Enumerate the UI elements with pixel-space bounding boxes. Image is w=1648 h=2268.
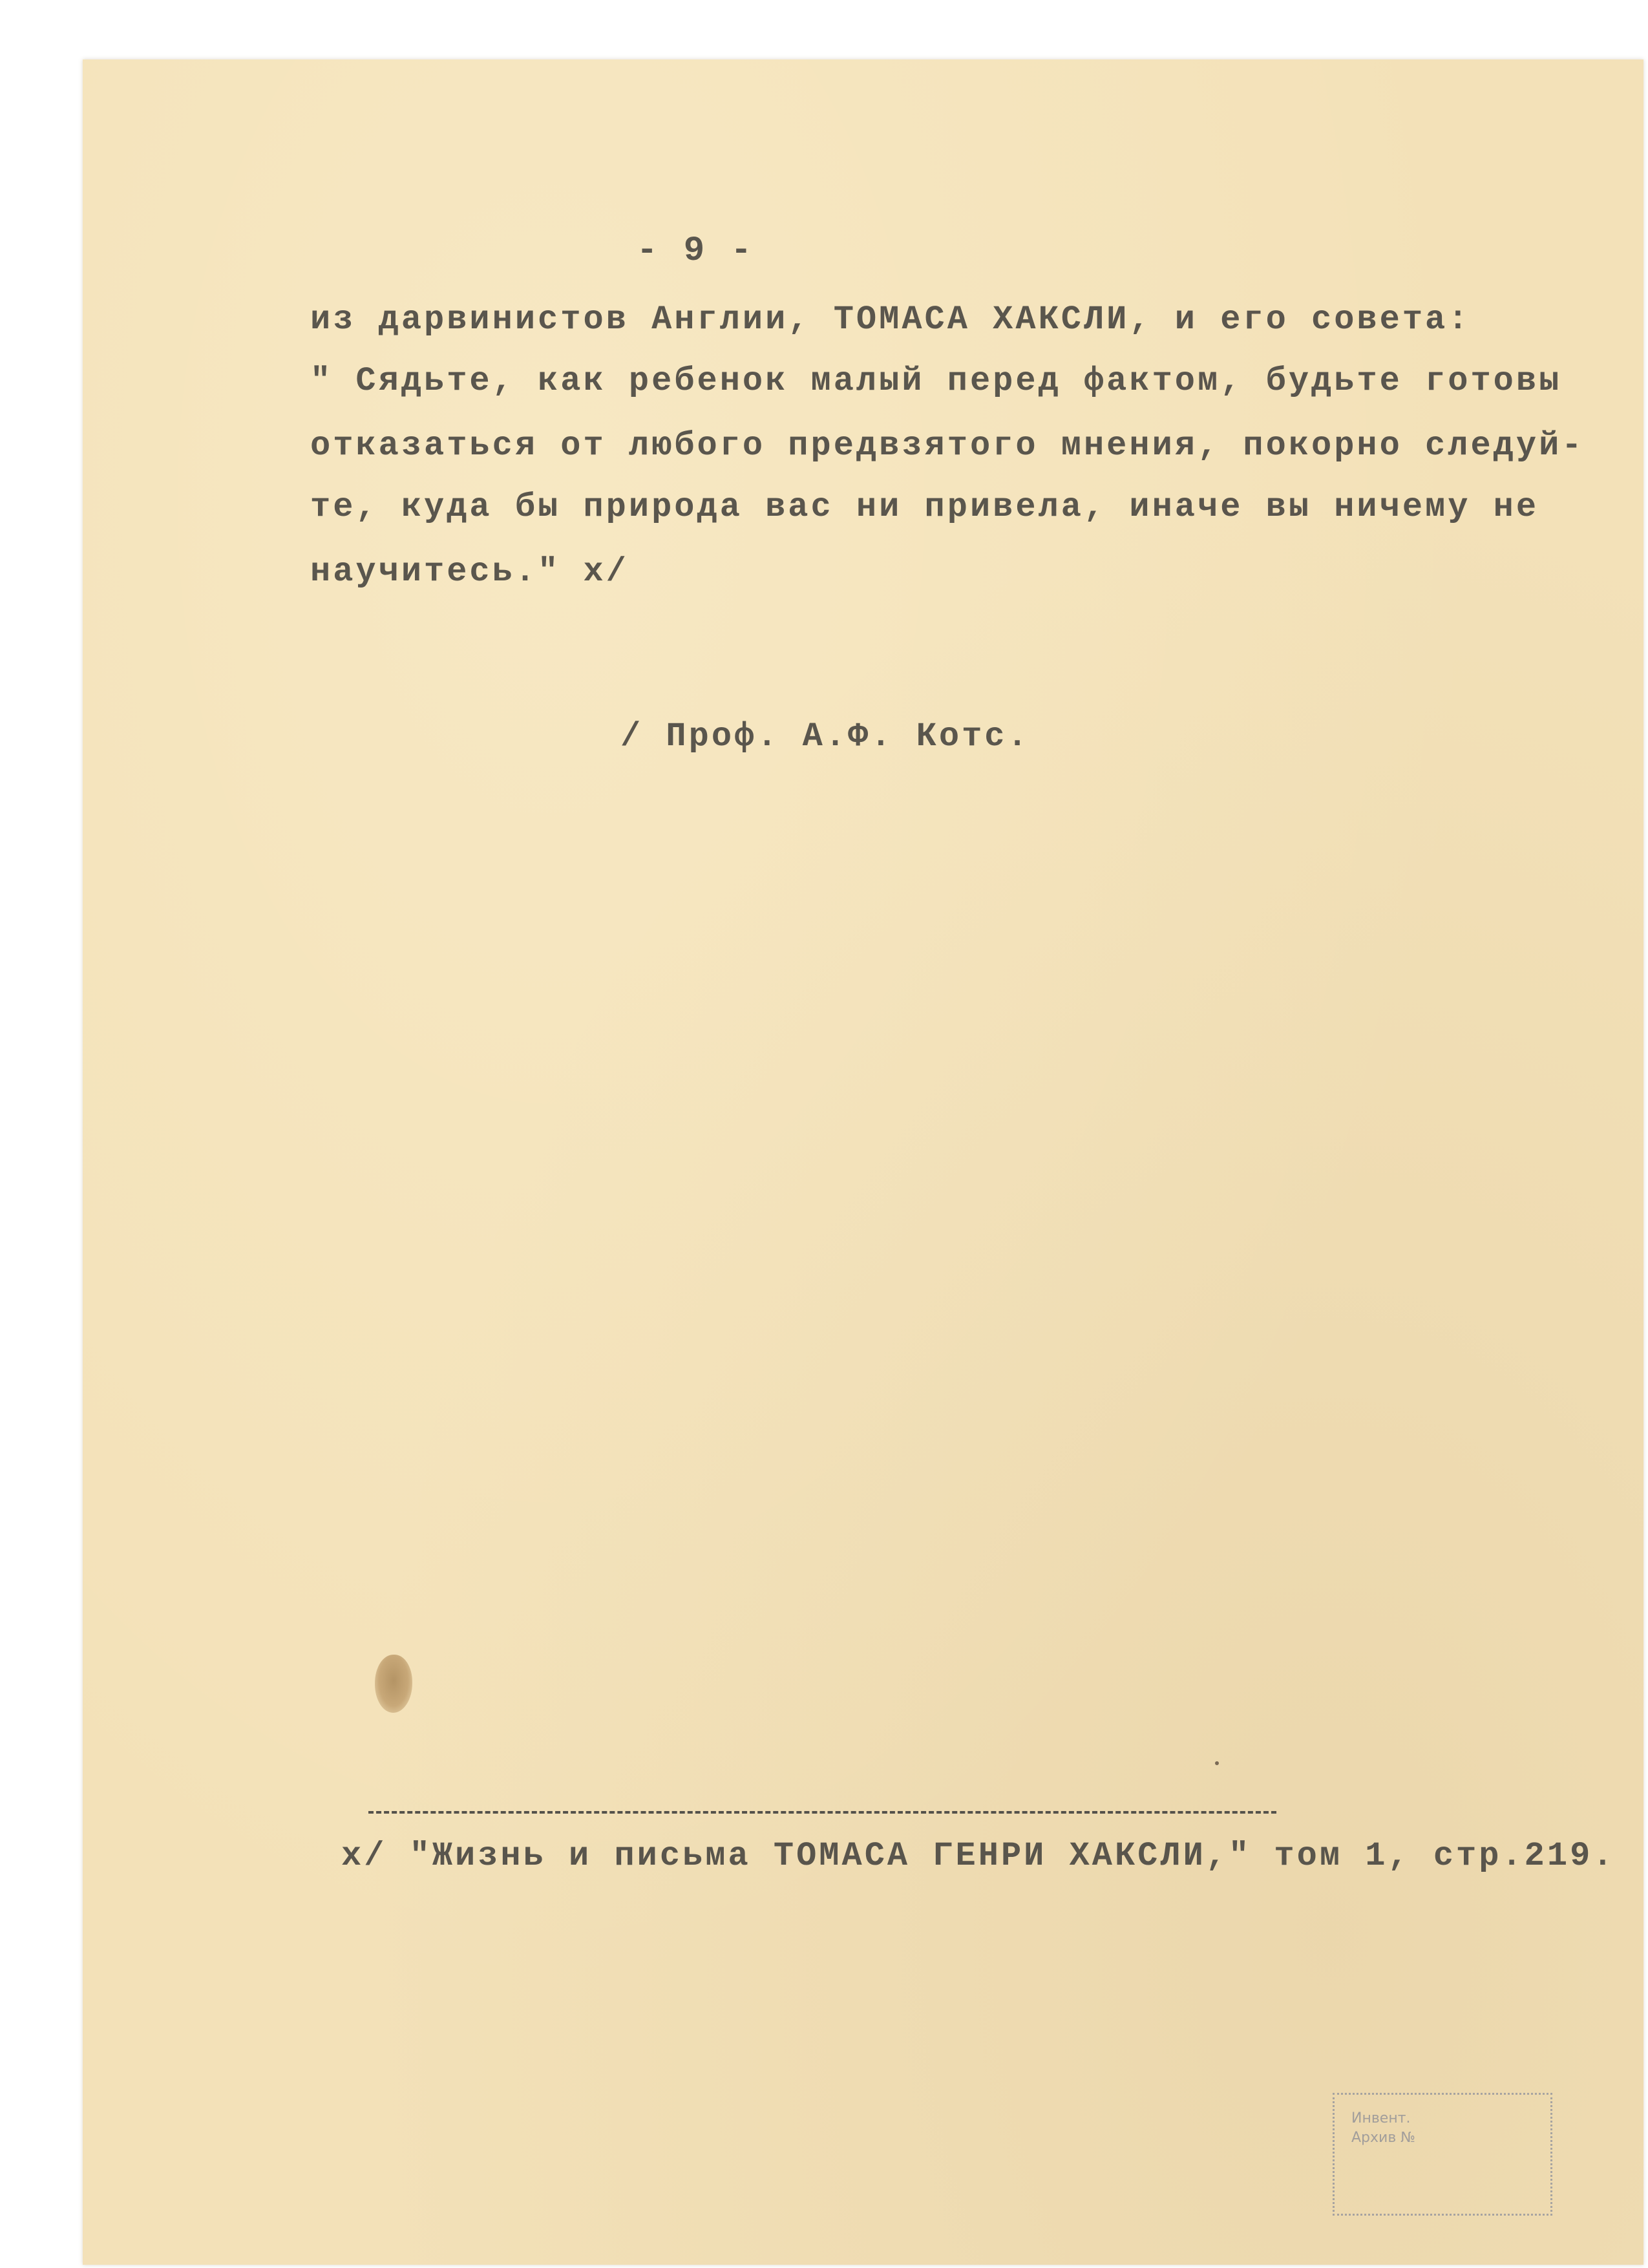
body-text-line: из дарвинистов Англии, ТОМАСА ХАКСЛИ, и его совета: (310, 301, 1471, 339)
body-text-line: " Сядьте, как ребенок малый перед фактом, будьте готовы (310, 362, 1562, 400)
body-text-line: те, куда бы природа вас ни привела, иначе вы ничему не (310, 488, 1539, 526)
footnote-divider (368, 1811, 1276, 1814)
footnote: х/ "Жизнь и письма ТОМАСА ГЕНРИ ХАКСЛИ," том 1, стр.219. (341, 1837, 1616, 1875)
paper-speck (1215, 1761, 1219, 1765)
page-number: - 9 - (637, 231, 755, 271)
stamp-line: Архив № (1351, 2130, 1416, 2146)
body-text-line: отказаться от любого предвзятого мнения, покорно следуй- (310, 427, 1585, 465)
body-text-line: научитесь." х/ (310, 553, 629, 591)
paper-stain (375, 1655, 412, 1713)
archive-stamp (1333, 2093, 1552, 2216)
stamp-line: Инвент. (1351, 2110, 1411, 2126)
author-signature: / Проф. А.Ф. Котс. (620, 717, 1030, 756)
